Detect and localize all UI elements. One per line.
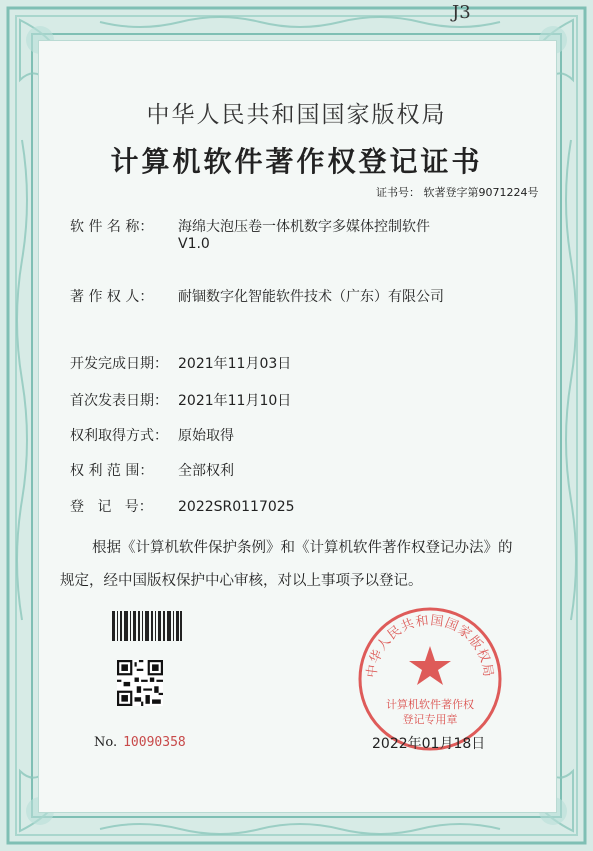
qr-code-image — [117, 660, 163, 706]
registration-number-label: 登 记 号： — [70, 499, 153, 515]
acquisition-row — [70, 425, 234, 445]
certificate-number: 证书号： 软著登字第9071224号 — [376, 186, 539, 199]
seal-star-icon — [409, 646, 451, 685]
scope-row — [70, 460, 234, 480]
acquisition-label: 权利取得方式： — [70, 428, 168, 444]
serial-number-value: 10090358 — [123, 735, 186, 750]
software-name-row — [70, 216, 430, 236]
serial-number-label: No. — [94, 735, 118, 750]
software-name-label: 软 件 名 称： — [70, 219, 154, 235]
software-name-value: 海绵大泡压卷一体机数字多媒体控制软件 — [178, 219, 430, 235]
first-publish-value: 2021年11月10日 — [178, 393, 292, 409]
software-version-value: V1.0 — [178, 236, 210, 252]
seal-outer-text: 中华人民共和国国家版权局 — [364, 613, 496, 679]
first-publish-row — [70, 390, 291, 410]
owner-row — [70, 286, 444, 306]
barcode-image — [112, 611, 182, 641]
serial-number — [94, 735, 186, 750]
scope-label: 权 利 范 围： — [70, 463, 154, 479]
scope-value: 全部权利 — [178, 463, 234, 479]
seal-inner-line-1: 计算机软件著作权 — [386, 698, 474, 711]
owner-label: 著 作 权 人： — [70, 289, 154, 305]
body-text-line-1: 根据《计算机软件保护条例》和《计算机软件著作权登记办法》的 — [92, 540, 513, 556]
certificate-title: 计算机软件著作权登记证书 — [110, 145, 483, 178]
registration-number-row — [70, 496, 295, 516]
seal-inner-line-2: 登记专用章 — [402, 713, 458, 726]
completion-date-row — [70, 353, 291, 373]
completion-date-label: 开发完成日期： — [70, 356, 168, 372]
owner-value: 耐锢数字化智能软件技术（广东）有限公司 — [178, 289, 444, 305]
handwritten-mark: J3 — [452, 2, 471, 23]
completion-date-value: 2021年11月03日 — [178, 356, 292, 372]
acquisition-value: 原始取得 — [178, 428, 234, 444]
first-publish-label: 首次发表日期： — [70, 393, 168, 409]
official-seal-stamp — [355, 604, 505, 754]
issue-date: 2022年01月18日 — [372, 736, 486, 752]
issuer-title: 中华人民共和国国家版权局 — [146, 102, 447, 128]
registration-number-value: 2022SR0117025 — [178, 499, 295, 515]
body-text-line-2: 规定，经中国版权保护中心审核，对以上事项予以登记。 — [60, 573, 423, 589]
